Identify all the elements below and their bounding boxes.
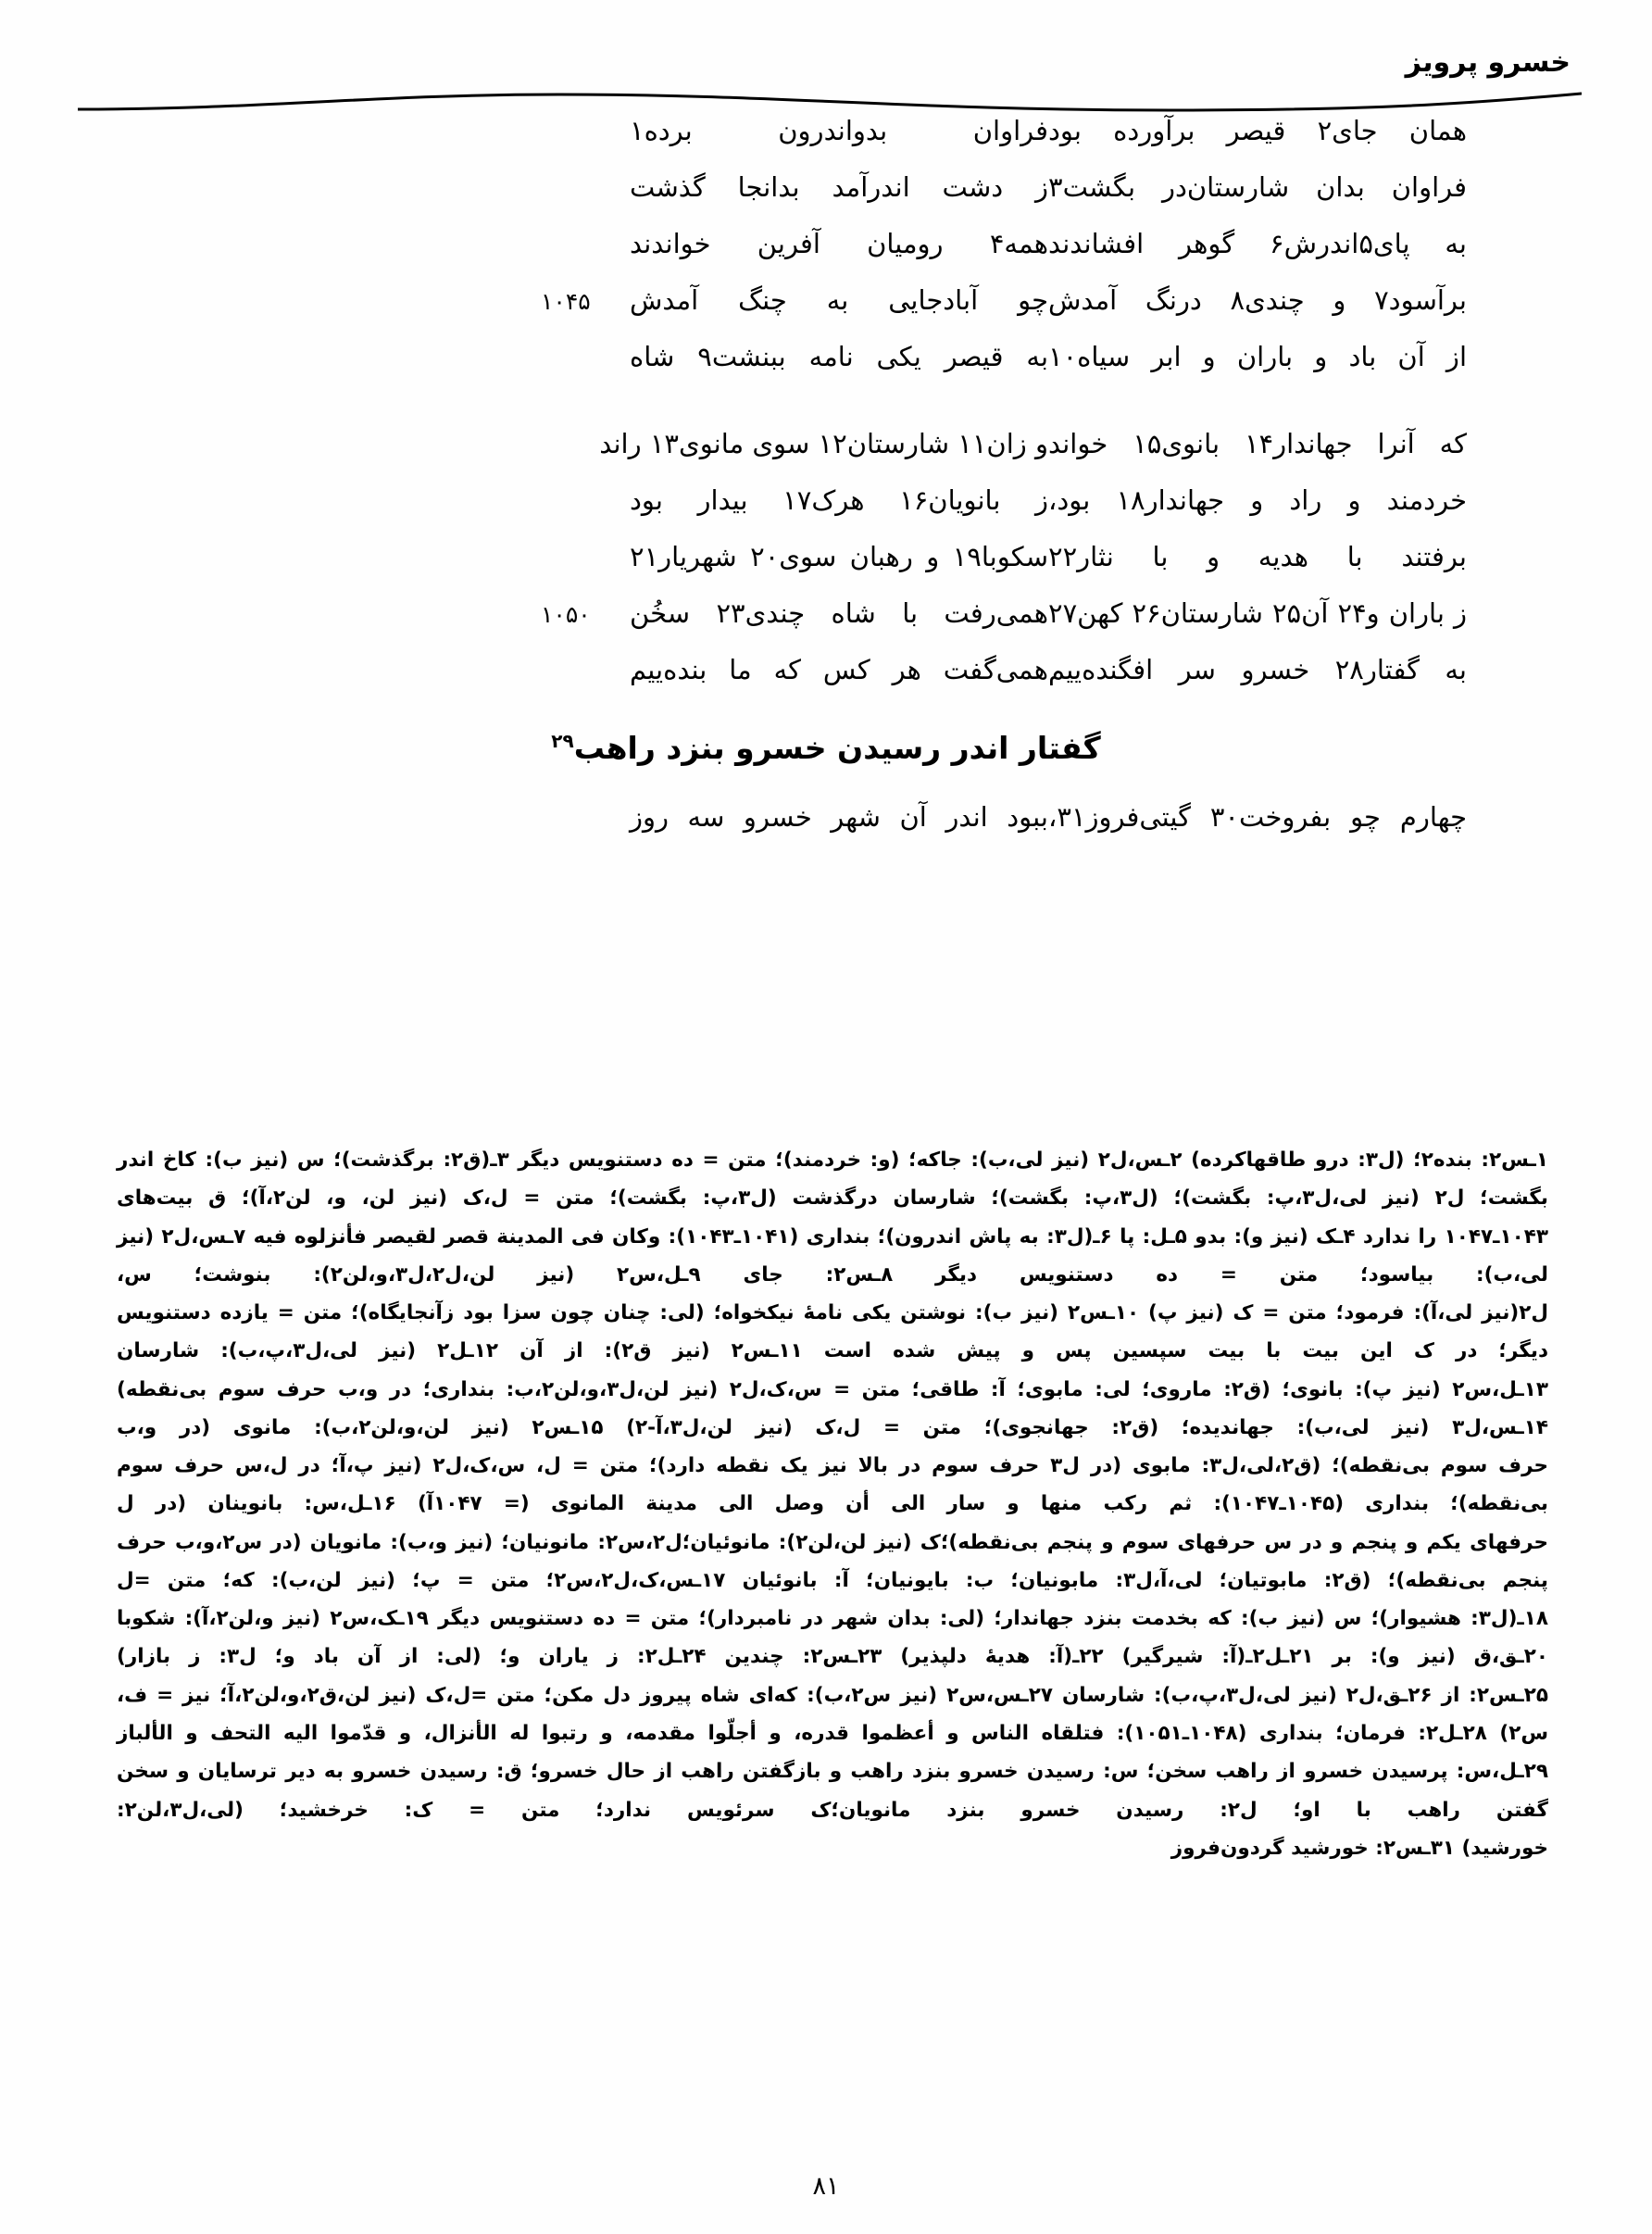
footnote-line: حرف سوم بی‌نقطه)؛ (ق۲،لی،ل۳: مابوی (در ل۳ حرف سوم در بالا نیز یک نقطه دارد)؛ متن = ل، س،ک،ل۲ (نیز پ،آ؛ در ل،س حرف سوم بی‌نقطه)؛ بنداری (۱۰۴۵ـ۱۰۴۷): ثم رکب منها و سار الی أن وصل الی مدینة المانوی (= ۱۰۴۷آ) ۱۶ـل،س: بانوینان (در ل [117, 1454, 1549, 1516]
verse-number [535, 220, 630, 232]
verse-number [535, 533, 630, 545]
verse-line [111, 220, 1541, 269]
hemistich-b: به گفتار۲۸ خسرو سر افگنده‌ییم [1048, 654, 1468, 685]
verse-number [535, 107, 630, 119]
verse-line [111, 107, 1541, 156]
verse-number: ۱۰۴۵ [541, 288, 591, 315]
verse-line [111, 277, 1541, 325]
footnote-line: ل۲(نیز لی،آ): فرمود؛ متن = ک (نیز پ) ۱۰ـس۲ (نیز ب): نوشتن یکی نامهٔ نیکخواه؛ (لی: چنان چون سزا بود زآنجایگاه)؛ متن = یازده دستنویس دیگر؛ در ک این بیت با بیت سپسین پس و پیش شده است ۱۱ـس۲ (نیز ق۲): از آن ۱۲ـل۲ (نیز لی،ل۳،پ،ب): شارسان [117, 1301, 1548, 1363]
footnotes-apparatus [104, 1141, 1548, 1867]
stanza-2 [111, 420, 1541, 695]
verse-number [535, 164, 630, 175]
hemistich-a: ز دشت اندرآمد بدانجا گذشت [630, 171, 1048, 203]
footnote-line: ۱۸ـ(ل۳: هشیوار)؛ س (نیز ب): که بخدمت بنزد جهاندار؛ (لی: بدان شهر در نامبردار)؛ متن = ده دستنویس دیگر ۱۹ـک،س۲ (نیز و،لن۲،آ): شکوبا ۲۰ـق،ق (نیز و): بر ۲۱ـل۲ـ(آ: شیرگیر) ۲۲ـ(آ: هدیهٔ دلپذیر) ۲۳ـس۲: چندین ۲۴ـل۲: ز یاران و؛ (لی: از آن باد و؛ ل۳: ز بازار) [117, 1607, 1549, 1669]
hemistich-b: برفتند با هدیه و با نثار۲۲ [1048, 541, 1467, 572]
verse-number: ۱۰۵۰ [541, 601, 591, 628]
hemistich-a: ز بانویان۱۶ هرک۱۷ بیدار بود [630, 484, 1048, 516]
verse-number [535, 420, 630, 432]
hemistich-a: همی‌رفت با شاه چندی۲۳ سخُن [630, 597, 1049, 629]
footnote-line: ۲۵ـس۲: از ۲۶ـق،ل۲ (نیز لی،ل۳،پ،ب): شارسان ۲۷ـس،س۲ (نیز س۲،ب): که‌ای شاه پیروز دل مکن؛ متن =ل،ک (نیز لن،ق۲،و،لن۲،آ؛ نیز = ف، س۲) ۲۸ـل۲: فرمان؛ بنداری (۱۰۴۸ـ۱۰۵۱): فتلقاه الناس و أعظموا قدره، و أجلّوا مقدمه، و رتبوا له الأنزال، و قدّموا الیه التحف و الألباز [117, 1683, 1548, 1745]
hemistich-b: که آنرا جهاندار۱۴ بانوی۱۵ خواند [1048, 428, 1467, 459]
hemistich-a: چو آبادجایی به چنگ آمدش [630, 284, 1048, 316]
section-heading-footnote-marker: ۲۹ [551, 730, 574, 752]
verse-line [111, 590, 1541, 638]
verse-line [111, 477, 1541, 525]
hemistich-a: ببود اندر آن شهر خسرو سه روز [630, 801, 1048, 833]
verse-line [111, 533, 1541, 582]
verse-number [535, 794, 630, 805]
hemistich-a: سکوبا۱۹ و رهبان سوی۲۰ شهریار۲۱ [630, 541, 1049, 572]
verse-number [535, 333, 630, 345]
verse-area [111, 107, 1541, 873]
hemistich-b: فراوان بدان شارستان‌در بگشت۳ [1048, 171, 1467, 203]
hemistich-b: برآسود۷ و چندی۸ درنگ آمدش [1048, 284, 1467, 316]
hemistich-a: همه۴ رومیان آفرین خواندند [630, 228, 1048, 259]
verse-number [535, 646, 630, 658]
stanza-3 [111, 794, 1541, 842]
footnote-line: حرفهای یکم و پنجم و در س حرفهای سوم و پنجم بی‌نقطه)؛ک (نیز لن،لن۲): مانوئیان؛ل۲،س۲: مانونیان؛ (نیز و،ب): ما‌نویان (در س۲،و،ب حرف پنجم بی‌نقطه)؛ (ق۲: مابوتیان؛ لی،آ،ل۳: مابونیان؛ ب: بایونیان؛ آ: بانوئیان ۱۷ـس،ک،ل۲،س۲؛ متن = پ؛ (نیز لن،ب): که؛ متن =ل [117, 1530, 1549, 1592]
page-header [0, 26, 1652, 98]
folio-number: ۸۱ [812, 2172, 840, 2201]
hemistich-a: همی‌گفت هر کس که ما بنده‌ییم [630, 654, 1048, 685]
verse-number [535, 477, 630, 488]
running-head: خسرو پرویز [1405, 46, 1571, 79]
hemistich-a: فراوان بدواندرون برده‌۱ [630, 115, 1048, 146]
section-heading-text: گفتار اندر رسیدن خسرو بنزد راهب [573, 730, 1101, 766]
hemistich-b: همان جای۲ قیصر برآورده بود [1048, 115, 1467, 146]
hemistich-b: به پای۵اندرش۶ گوهر افشاندند [1048, 228, 1467, 259]
hemistich-b: چهارم چو بفروخت۳۰ گیتی‌فروز۳۱، [1048, 801, 1467, 833]
hemistich-b: خردمند و راد و جهاندار۱۸ بود، [1048, 484, 1467, 516]
footnote-line: خورشید) ۳۱ـس۲: خورشید گردون‌فروز [1170, 1836, 1548, 1860]
verse-line [111, 646, 1541, 695]
verse-line [111, 420, 1541, 469]
hemistich-b: ز باران و۲۴ آن۲۵ شارستان۲۶ کهن۲۷ [1048, 597, 1467, 629]
verse-line [111, 794, 1541, 842]
footnote-line: ۱۳ـل،س۲ (نیز پ): بانوی؛ (ق۲: ماروی؛ لی: مابوی؛ آ: طاقی؛ متن = س،ک،ل۲ (نیز لن،ل۳،و،لن۲،ب: بنداری؛ در و،ب حرف سوم بی‌نقطه) ۱۴ـس،ل۳ (نیز لی،ب): جهاندیده؛ (ق۲: جهانجوی)؛ متن = ل،ک (نیز لن،ل۳،آ-۲) ۱۵ـس۲ (نیز لن،و،لن۲،ب): مانوی (در و،ب [117, 1377, 1549, 1439]
verse-line [111, 333, 1541, 382]
verse-line [111, 164, 1541, 212]
stanza-1 [111, 107, 1541, 382]
hemistich-b: از آن باد و باران و ابر سیاه۱۰ [1048, 341, 1467, 372]
footnote-line: ۱۰۴۳ـ۱۰۴۷ را ندارد ۴ـک (نیز و): بدو ۵ـل: پا ۶ـ(ل۳: به پاش اندرون)؛ بنداری (۱۰۴۱ـ۱۰۴۳): وکان فی المدینة قصر لقیصر فأنزلوه فیه ۷ـس،ل۲ (نیز لی،ب): بیاسود؛ متن = ده دستنویس دیگر ۸ـس۲: جای ۹ـل،س۲ (نیز لن،ل۲،ل۳،و،لن۲): بنوشت؛ س، [117, 1224, 1549, 1286]
footnote-line: ۱ـس۲: بنده۲؛ (ل۳: درو طاقهاکرده) ۲ـس،ل۲ (نیز لی،ب): جاکه؛ (و: خردمند)؛ متن = ده دستنویس دیگر ۳ـ(ق۲: برگذشت)؛ س (نیز ب): کاخ اندر بگشت؛ ل۲ (نیز لی،ل۳،پ: بگشت)؛ (ل۳،پ: بگشت)؛ شارسان درگذشت (ل۳،پ: بگشت)؛ متن = ل،ک (نیز لن، و، لن۲،آ)؛ ق بیت‌های [117, 1148, 1549, 1211]
section-heading [111, 730, 1541, 766]
hemistich-a: و زان۱۱ شارستان۱۲ سوی مانوی۱۳ راند [599, 428, 1048, 459]
footnote-line: ۲۹ـل،س: پرسیدن خسرو از راهب سخن؛ س: رسیدن خسرو بنزد راهب و بازگفتن راهب از حال خسرو؛ ق: رسیدن خسرو به دیر ترسایان و سخن گفتن راهب با او؛ ل۲: رسیدن خسرو بنزد مانویان؛ک سرئویس ندارد؛ متن = ک: خرخشید؛ (لی،ل۳،لن۲: [117, 1760, 1548, 1822]
hemistich-a: به قیصر یکی نامه ببنشت۹ شاه [630, 341, 1049, 372]
